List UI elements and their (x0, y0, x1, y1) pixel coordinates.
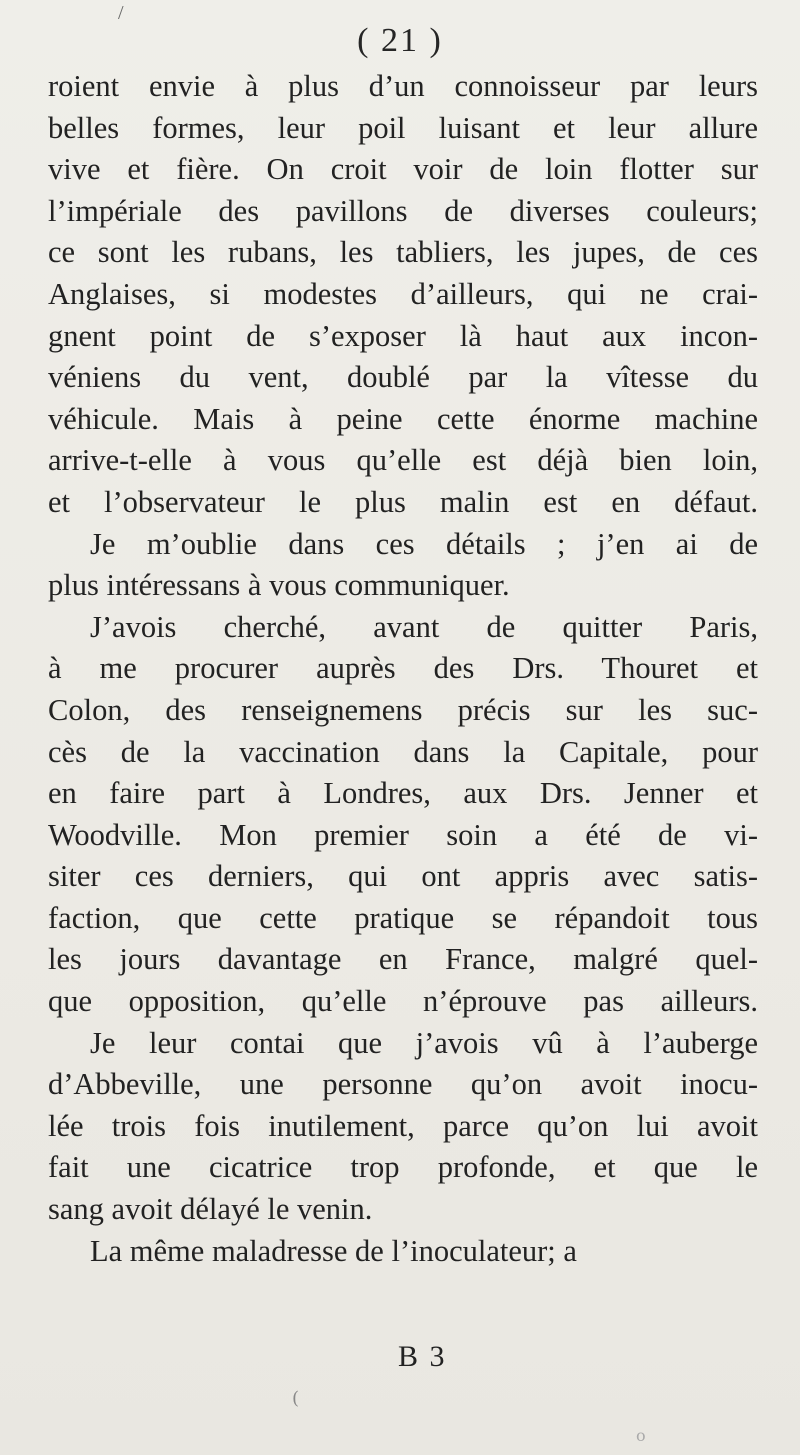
text-line: J’avois cherché, avant de quitter Paris, (90, 609, 758, 644)
text-line: ce sont les rubans, les tabliers, les jupes, de ces (48, 235, 758, 270)
text-line: Je m’oublie dans ces détails ; j’en ai de (90, 526, 758, 561)
text-line: sang avoit délayé le venin. (48, 1192, 373, 1227)
text-line: à me procurer auprès des Drs. Thouret et (48, 651, 758, 686)
margin-mark: o (636, 1426, 646, 1445)
text-line: d’Abbeville, une personne qu’on avoit inocu- (48, 1067, 758, 1102)
text-line: que opposition, qu’elle n’éprouve pas ailleurs. (48, 984, 758, 1019)
text-line: en faire part à Londres, aux Drs. Jenner et (48, 776, 758, 811)
text-line: Je leur contai que j’avois vû à l’auberge (90, 1025, 758, 1060)
text-line: véniens du vent, doublé par la vîtesse du (48, 360, 758, 395)
text-line: fait une cicatrice trop profonde, et que le (48, 1150, 758, 1185)
body-text (48, 66, 758, 1272)
text-line: La même maladresse de l’inoculateur; a (90, 1233, 577, 1268)
text-line: arrive-t-elle à vous qu’elle est déjà bien loin, (48, 443, 758, 478)
text-line: siter ces derniers, qui ont appris avec satis- (48, 859, 758, 894)
margin-mark: ( (292, 1388, 300, 1409)
text-line: l’impériale des pavillons de diverses couleurs; (48, 193, 758, 228)
text-line: et l’observateur le plus malin est en défaut. (48, 484, 758, 519)
signature-mark: B 3 (398, 1340, 447, 1373)
text-line: faction, que cette pratique se répandoit tous (48, 900, 758, 935)
text-line: gnent point de s’exposer là haut aux incon- (48, 318, 758, 353)
text-line: Anglaises, si modestes d’ailleurs, qui ne crai- (48, 276, 758, 311)
text-line: roient envie à plus d’un connoisseur par leurs (48, 69, 758, 103)
text-line: Colon, des renseignemens précis sur les suc- (48, 692, 758, 727)
text-line: plus intéressans à vous communiquer. (48, 568, 510, 603)
text-line: vive et fière. On croit voir de loin flotter sur (48, 152, 758, 187)
text-line: Woodville. Mon premier soin a été de vi- (48, 817, 758, 852)
text-line: cès de la vaccination dans la Capitale, pour (48, 734, 758, 769)
text-line: véhicule. Mais à peine cette énorme machine (48, 401, 758, 436)
text-line: belles formes, leur poil luisant et leur allure (48, 110, 758, 145)
margin-mark: / (118, 2, 124, 24)
text-line: lée trois fois inutilement, parce qu’on lui avoit (48, 1108, 758, 1143)
page-number: ( 21 ) (357, 22, 443, 59)
text-line: les jours davantage en France, malgré quel- (48, 942, 758, 977)
